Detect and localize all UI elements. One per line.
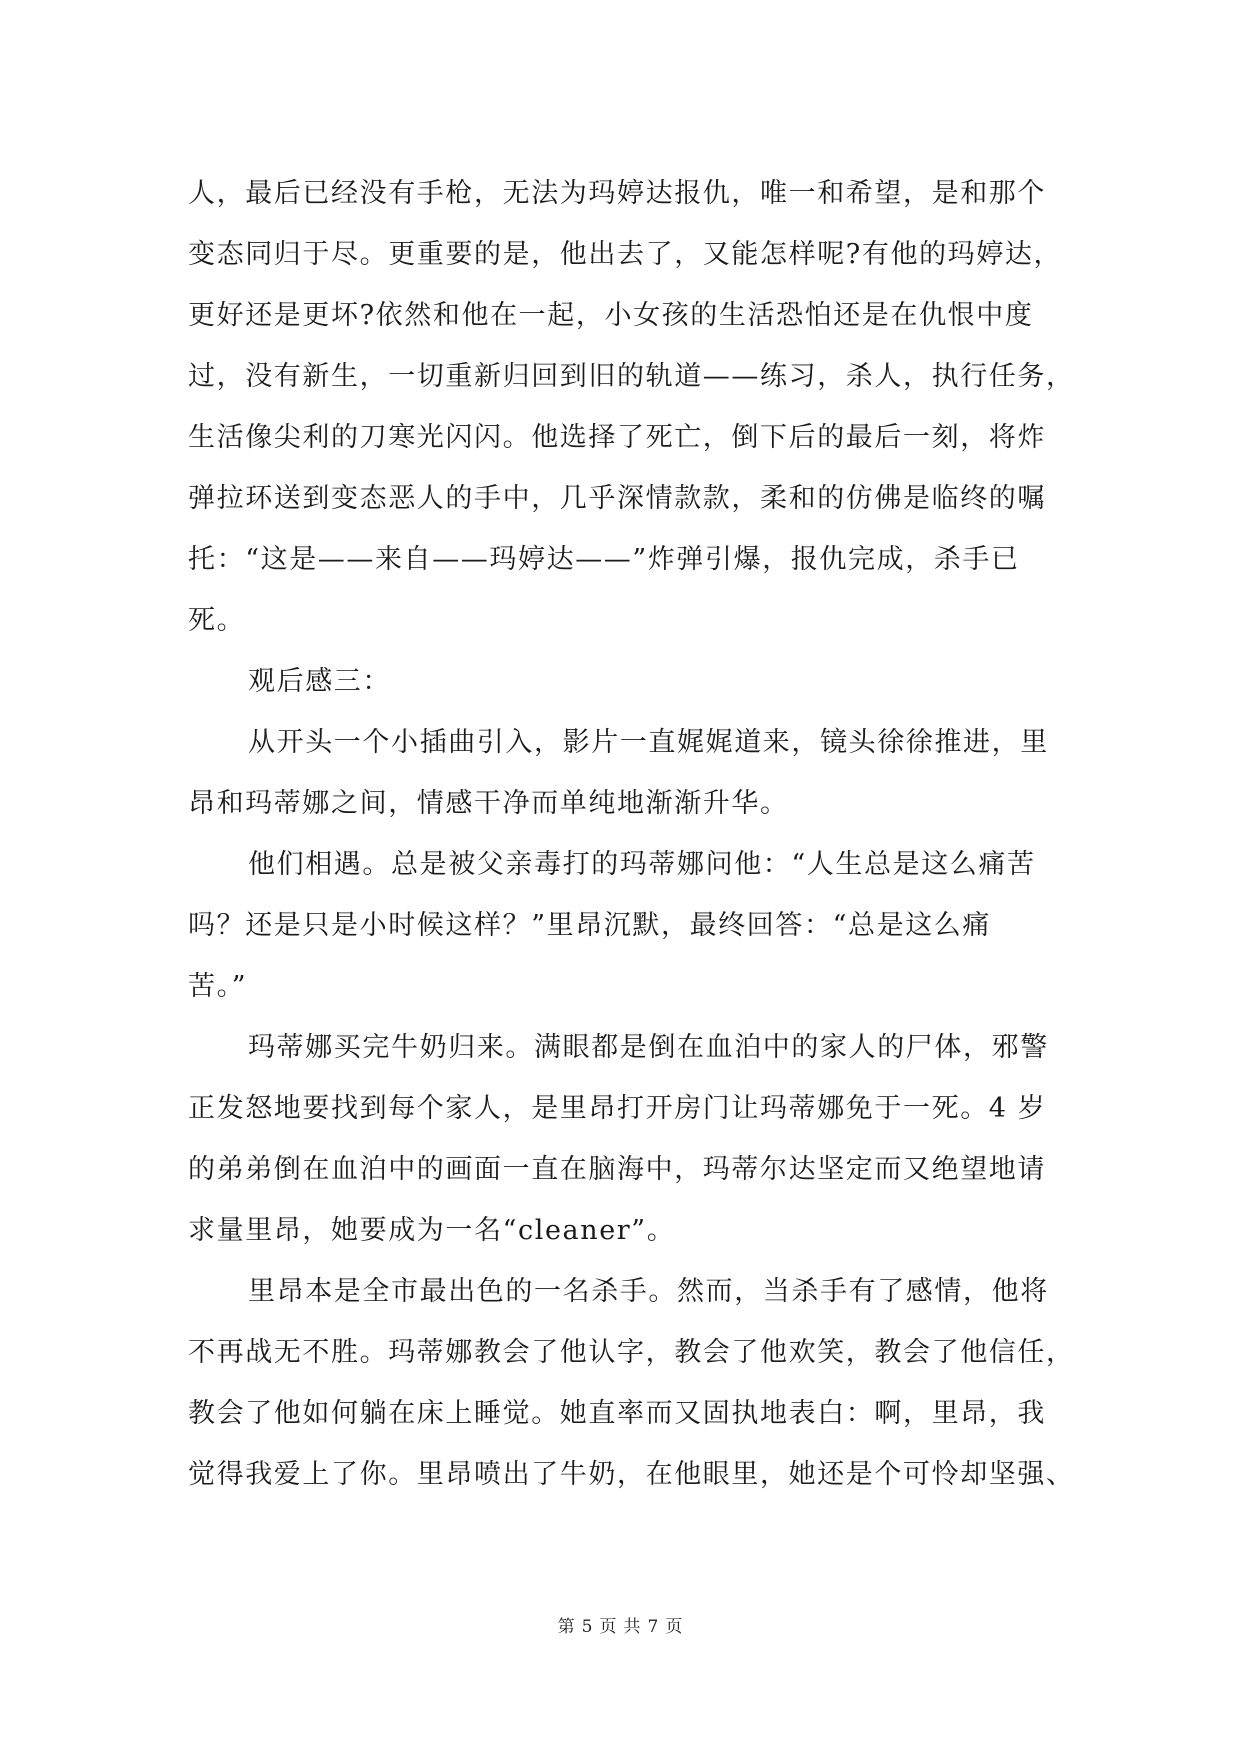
page-footer <box>0 1612 1241 1637</box>
text-line-15: 玛蒂娜买完牛奶归来。满眼都是倒在血泊中的家人的尸体，邪警 <box>248 1032 1049 1063</box>
footer-page-word: 页 <box>599 1617 618 1637</box>
text-line-13: 吗？还是只是小时候这样？”里昂沉默，最终回答：“总是这么痛 <box>188 910 992 941</box>
text-line-5: 生活像尖利的刀寒光闪闪。他选择了死亡，倒下后的最后一刻，将炸 <box>188 422 1046 453</box>
text-line-17: 的弟弟倒在血泊中的画面一直在脑海中，玛蒂尔达坚定而又绝望地请 <box>188 1154 1046 1185</box>
text-line-21: 教会了他如何躺在床上睡觉。她直率而又固执地表白：啊，里昂，我 <box>188 1398 1046 1429</box>
text-line-3: 更好还是更坏?依然和他在一起，小女孩的生活恐怕还是在仇恨中度 <box>188 300 1034 331</box>
text-line-4: 过，没有新生，一切重新归回到旧的轨道——练习，杀人，执行任务， <box>188 361 1075 392</box>
body-text <box>188 163 1075 1505</box>
footer-suffix: 页 <box>665 1617 684 1637</box>
footer-page-number: 5 <box>581 1617 594 1637</box>
footer-total-pages: 7 <box>647 1617 660 1637</box>
text-line-11: 昂和玛蒂娜之间，情感干净而单纯地渐渐升华。 <box>188 788 789 819</box>
text-line-6: 弹拉环送到变态恶人的手中，几乎深情款款，柔和的仿佛是临终的嘱 <box>188 483 1046 514</box>
text-line-16: 正发怒地要找到每个家人，是里昂打开房门让玛蒂娜免于一死。4 岁 <box>188 1093 1047 1124</box>
footer-prefix: 第 <box>557 1617 576 1637</box>
text-line-12: 他们相遇。总是被父亲毒打的玛蒂娜问他：“人生总是这么痛苦 <box>248 849 1036 880</box>
text-line-8: 死。 <box>188 605 246 636</box>
section-heading: 观后感三： <box>248 666 391 697</box>
text-line-19: 里昂本是全市最出色的一名杀手。然而，当杀手有了感情，他将 <box>248 1276 1049 1307</box>
text-line-14: 苦。” <box>188 971 248 1002</box>
text-line-10: 从开头一个小插曲引入，影片一直娓娓道来，镜头徐徐推进，里 <box>248 727 1049 758</box>
text-line-1: 人，最后已经没有手枪，无法为玛婷达报仇，唯一和希望，是和那个 <box>188 178 1046 209</box>
text-line-7: 托：“这是——来自——玛婷达——”炸弹引爆，报仇完成，杀手已 <box>188 544 1020 575</box>
text-line-18: 求量里昂，她要成为一名“cleaner”。 <box>188 1215 676 1246</box>
text-line-2: 变态同归于尽。更重要的是，他出去了，又能怎样呢?有他的玛婷达， <box>188 239 1063 270</box>
footer-total-word: 共 <box>623 1617 642 1637</box>
text-line-20: 不再战无不胜。玛蒂娜教会了他认字，教会了他欢笑，教会了他信任， <box>188 1337 1075 1368</box>
text-line-22: 觉得我爱上了你。里昂喷出了牛奶，在他眼里，她还是个可怜却坚强、 <box>188 1459 1075 1490</box>
